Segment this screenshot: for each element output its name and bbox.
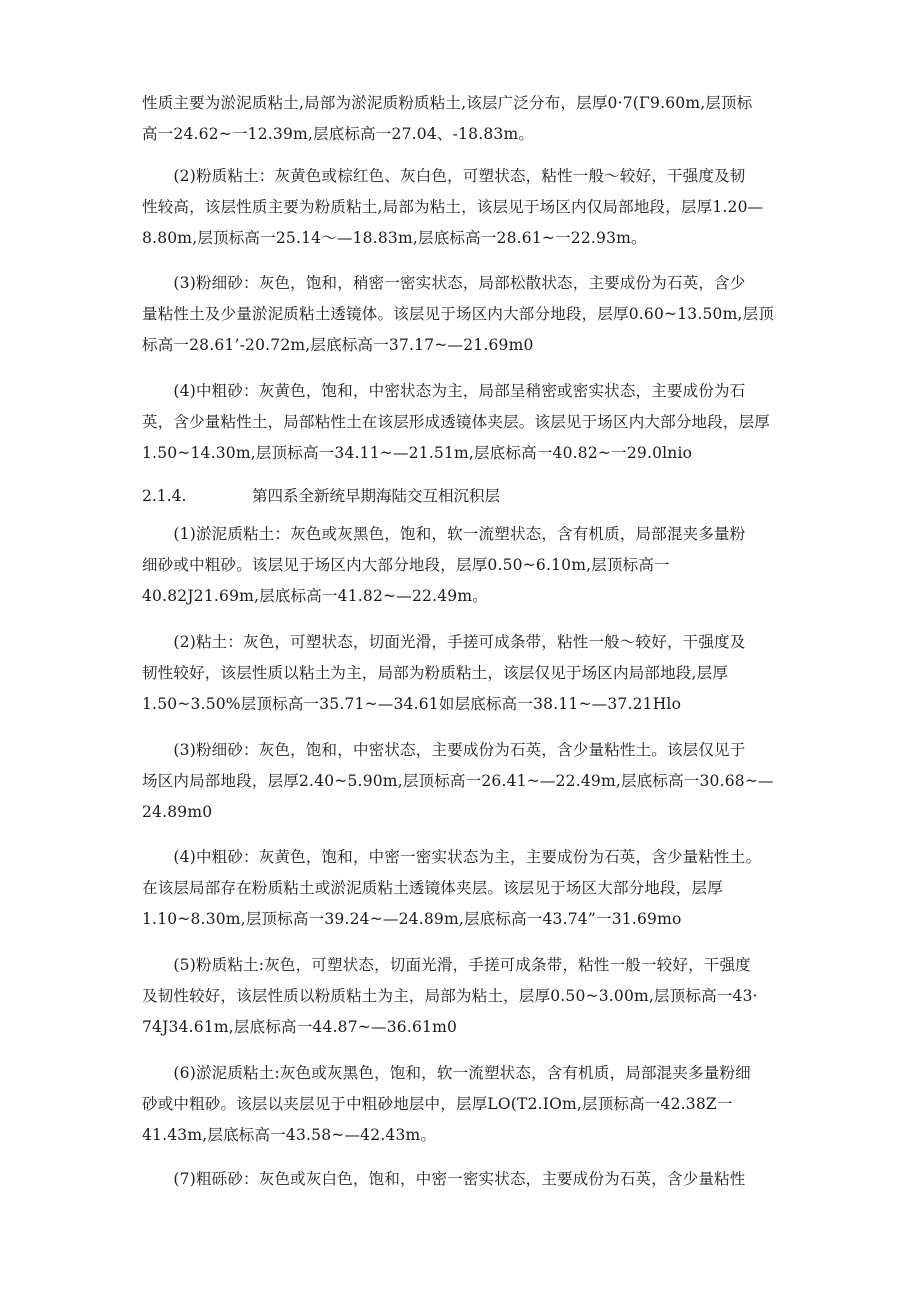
text-line: 标高一28.61’-20.72m,层底标高一37.17~—21.69m0 [142,336,534,354]
paragraph-fine-sand [142,268,832,361]
paragraph-medium-coarse-sand-2 [142,842,832,935]
text-line: (3)粉细砂：灰色，饱和，稍密一密实状态，局部松散状态，主要成份为石英，含少 [142,274,746,292]
section-number: 2.1.4. [142,487,187,505]
paragraph-muddy-clay [142,519,832,612]
text-line: (3)粉细砂：灰色，饱和，中密状态，主要成份为石英，含少量粘性土。该层仅见于 [142,741,746,759]
text-line: (1)淤泥质粘土：灰色或灰黑色，饱和，软一流塑状态，含有机质，局部混夹多量粉 [142,525,746,543]
text-line: 74J34.61m,层底标高一44.87~—36.61m0 [142,1018,458,1036]
text-line: 细砂或中粗砂。该层见于场区内大部分地段，层厚0.50~6.10m,层顶标高一 [142,556,670,574]
paragraph-medium-coarse-sand [142,376,832,469]
text-line: 1.50~14.30m,层顶标高一34.11~—21.51m,层底标高一40.82~一29.0lnio [142,444,693,462]
text-line: 高一24.62~一12.39m,层底标高一27.04、-18.83m。 [142,125,535,143]
text-line: (2)粘土：灰色，可塑状态，切面光滑，手搓可成条带，粘性一般～较好，干强度及 [142,633,746,651]
text-line: 24.89m0 [142,803,213,821]
text-line: 8.80m,层顶标高一25.14～—18.83m,层底标高一28.61~一22.93m。 [142,229,647,247]
text-line: (2)粉质粘土：灰黄色或棕红色、灰白色，可塑状态，粘性一般～较好，干强度及韧 [142,167,746,185]
text-line: 性质主要为淤泥质粘土,局部为淤泥质粉质粘土,该层广泛分布，层厚0·7(Γ9.60m,层顶标 [142,94,753,112]
section-title: 第四系全新统早期海陆交互相沉积层 [252,487,501,505]
text-line: 性较高，该层性质主要为粉质粘土,局部为粘土，该层见于场区内仅局部地段，层厚1.20— [142,198,764,216]
text-line: (4)中粗砂：灰黄色，饱和，中密状态为主，局部呈稍密或密实状态，主要成份为石 [142,382,746,400]
paragraph-clay [142,627,832,720]
paragraph-muddy-clay-2 [142,1058,832,1151]
text-line: 英，含少量粘性土，局部粘性土在该层形成透镜体夹层。该层见于场区内大部分地段，层厚 [142,413,771,431]
paragraph-continuation [142,88,832,150]
text-line: (4)中粗砂：灰黄色，饱和，中密一密实状态为主，主要成份为石英，含少量粘性土。 [142,848,762,866]
paragraph-silty-clay [142,161,832,254]
text-line: 砂或中粗砂。该层以夹层见于中粗砂地层中，层厚LO(T2.IOm,层顶标高一42.38Z一 [142,1095,733,1113]
text-line: 41.43m,层底标高一43.58~—42.43m。 [142,1126,437,1144]
text-line: (5)粉质粘土:灰色，可塑状态，切面光滑，手搓可成条带，粘性一般一较好，干强度 [142,956,751,974]
paragraph-fine-sand-2 [142,735,832,828]
text-line: 量粘性土及少量淤泥质粘土透镜体。该层见于场区内大部分地段，层厚0.60~13.50m,层顶 [142,305,774,323]
text-line: 1.50~3.50%层顶标高一35.71~—34.61如层底标高一38.11~—37.21Hlo [142,695,682,713]
text-line: 场区内局部地段，层厚2.40~5.90m,层顶标高一26.41~—22.49m,层底标高一30.68~— [142,772,774,790]
text-line: 1.10~8.30m,层顶标高一39.24~—24.89m,层底标高一43.74”一31.69mo [142,910,682,928]
text-line: (6)淤泥质粘土:灰色或灰黑色，饱和，软一流塑状态，含有机质，局部混夹多量粉细 [142,1064,751,1082]
paragraph-gravel-sand [142,1164,832,1195]
paragraph-silty-clay-2 [142,950,832,1043]
text-line: (7)粗砾砂：灰色或灰白色，饱和，中密一密实状态，主要成份为石英，含少量粘性 [142,1170,746,1188]
text-line: 在该层局部存在粉质粘土或淤泥质粘土透镜体夹层。该层见于场区大部分地段，层厚 [142,879,723,897]
text-line: 40.82J21.69m,层底标高一41.82~—22.49m。 [142,587,488,605]
section-heading [142,481,832,512]
text-line: 韧性较好，该层性质以粘土为主，局部为粉质粘土，该层仅见于场区内局部地段,层厚 [142,664,729,682]
text-line: 及韧性较好，该层性质以粉质粘土为主，局部为粘土，层厚0.50~3.00m,层顶标高一43· [142,987,758,1005]
